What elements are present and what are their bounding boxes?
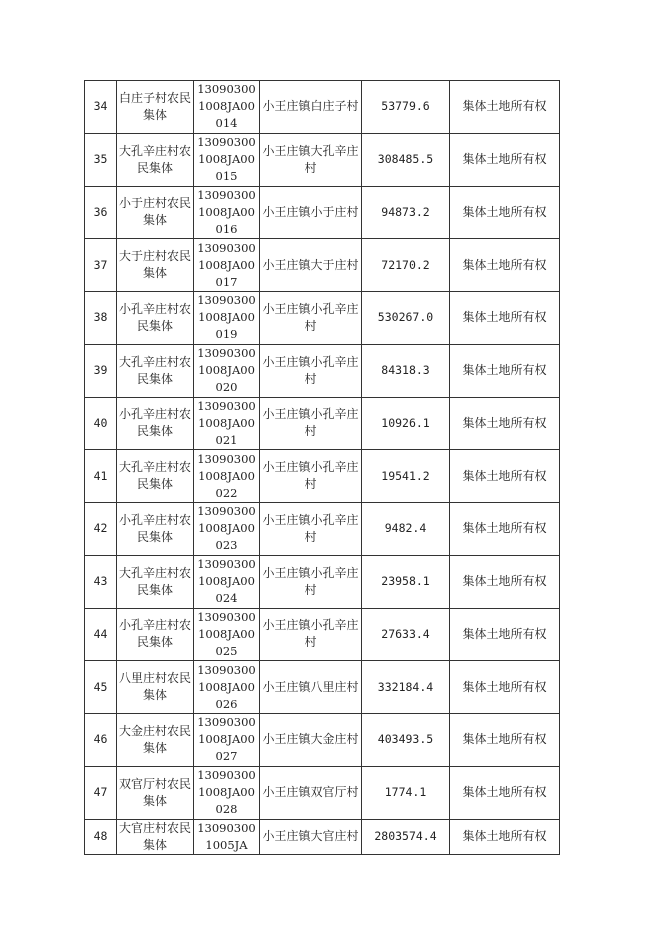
row-number: 37 [85,239,117,292]
parcel-location: 小王庄镇双官厅村 [260,766,362,819]
parcel-code: 130903001008JA00019 [194,292,260,345]
parcel-code: 130903001008JA00017 [194,239,260,292]
right-type: 集体土地所有权 [450,186,560,239]
parcel-location: 小王庄镇小孔辛庄村 [260,608,362,661]
table-row [85,450,560,503]
table-row [85,503,560,556]
table-body [85,81,560,855]
right-type: 集体土地所有权 [450,608,560,661]
parcel-area: 19541.2 [362,450,450,503]
right-type: 集体土地所有权 [450,503,560,556]
parcel-code: 130903001008JA00021 [194,397,260,450]
parcel-code: 130903001008JA00026 [194,661,260,714]
owner-name: 大孔辛庄村农民集体 [117,555,194,608]
table-row [85,81,560,134]
parcel-code: 130903001008JA00025 [194,608,260,661]
parcel-location: 小王庄镇大金庄村 [260,714,362,767]
table-row [85,133,560,186]
parcel-location: 小王庄镇八里庄村 [260,661,362,714]
row-number: 40 [85,397,117,450]
parcel-location: 小王庄镇小孔辛庄村 [260,344,362,397]
owner-name: 白庄子村农民集体 [117,81,194,134]
owner-name: 小于庄村农民集体 [117,186,194,239]
owner-name: 小孔辛庄村农民集体 [117,292,194,345]
parcel-area: 308485.5 [362,133,450,186]
parcel-area: 530267.0 [362,292,450,345]
row-number: 48 [85,819,117,854]
parcel-location: 小王庄镇小于庄村 [260,186,362,239]
table-row [85,555,560,608]
row-number: 39 [85,344,117,397]
owner-name: 小孔辛庄村农民集体 [117,397,194,450]
parcel-location: 小王庄镇大孔辛庄村 [260,133,362,186]
row-number: 46 [85,714,117,767]
owner-name: 大官庄村农民集体 [117,819,194,854]
parcel-area: 403493.5 [362,714,450,767]
parcel-code: 130903001008JA00015 [194,133,260,186]
right-type: 集体土地所有权 [450,450,560,503]
parcel-area: 10926.1 [362,397,450,450]
owner-name: 大孔辛庄村农民集体 [117,344,194,397]
owner-name: 大孔辛庄村农民集体 [117,450,194,503]
table-row [85,608,560,661]
parcel-location: 小王庄镇大官庄村 [260,819,362,854]
parcel-code: 130903001005JA [194,819,260,854]
parcel-area: 332184.4 [362,661,450,714]
table-row [85,344,560,397]
parcel-code: 130903001008JA00016 [194,186,260,239]
right-type: 集体土地所有权 [450,239,560,292]
parcel-location: 小王庄镇小孔辛庄村 [260,397,362,450]
right-type: 集体土地所有权 [450,661,560,714]
right-type: 集体土地所有权 [450,766,560,819]
owner-name: 小孔辛庄村农民集体 [117,608,194,661]
parcel-area: 1774.1 [362,766,450,819]
owner-name: 大孔辛庄村农民集体 [117,133,194,186]
parcel-area: 53779.6 [362,81,450,134]
owner-name: 八里庄村农民集体 [117,661,194,714]
table-row [85,714,560,767]
parcel-code: 130903001008JA00022 [194,450,260,503]
parcel-area: 23958.1 [362,555,450,608]
right-type: 集体土地所有权 [450,292,560,345]
table-row [85,186,560,239]
parcel-location: 小王庄镇小孔辛庄村 [260,555,362,608]
owner-name: 小孔辛庄村农民集体 [117,503,194,556]
row-number: 42 [85,503,117,556]
row-number: 38 [85,292,117,345]
parcel-location: 小王庄镇小孔辛庄村 [260,292,362,345]
parcel-area: 94873.2 [362,186,450,239]
row-number: 44 [85,608,117,661]
row-number: 41 [85,450,117,503]
parcel-area: 9482.4 [362,503,450,556]
parcel-code: 130903001008JA00024 [194,555,260,608]
parcel-area: 27633.4 [362,608,450,661]
parcel-location: 小王庄镇小孔辛庄村 [260,450,362,503]
parcel-code: 130903001008JA00027 [194,714,260,767]
table-row [85,292,560,345]
row-number: 34 [85,81,117,134]
row-number: 47 [85,766,117,819]
right-type: 集体土地所有权 [450,397,560,450]
table-row [85,239,560,292]
row-number: 45 [85,661,117,714]
parcel-code: 130903001008JA00020 [194,344,260,397]
parcel-location: 小王庄镇大于庄村 [260,239,362,292]
right-type: 集体土地所有权 [450,133,560,186]
row-number: 36 [85,186,117,239]
land-ownership-table [84,80,560,855]
right-type: 集体土地所有权 [450,344,560,397]
owner-name: 大于庄村农民集体 [117,239,194,292]
owner-name: 双官厅村农民集体 [117,766,194,819]
right-type: 集体土地所有权 [450,819,560,854]
parcel-code: 130903001008JA00014 [194,81,260,134]
right-type: 集体土地所有权 [450,714,560,767]
parcel-area: 72170.2 [362,239,450,292]
table-row [85,766,560,819]
table-row [85,397,560,450]
row-number: 43 [85,555,117,608]
table-row [85,819,560,854]
parcel-code: 130903001008JA00028 [194,766,260,819]
parcel-area: 2803574.4 [362,819,450,854]
owner-name: 大金庄村农民集体 [117,714,194,767]
parcel-code: 130903001008JA00023 [194,503,260,556]
row-number: 35 [85,133,117,186]
parcel-location: 小王庄镇白庄子村 [260,81,362,134]
right-type: 集体土地所有权 [450,555,560,608]
parcel-area: 84318.3 [362,344,450,397]
table-row [85,661,560,714]
parcel-location: 小王庄镇小孔辛庄村 [260,503,362,556]
right-type: 集体土地所有权 [450,81,560,134]
